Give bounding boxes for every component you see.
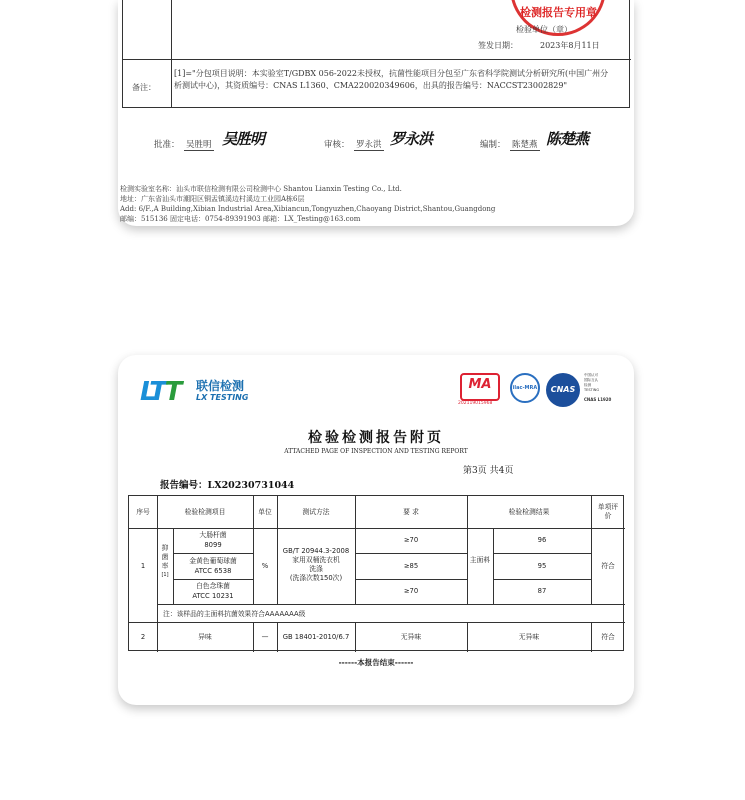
row1-group-ref: [1] <box>161 572 169 578</box>
row1-seq: 1 <box>140 562 146 570</box>
cnas-side-line: TESTING <box>584 388 600 392</box>
cnas-side-line: 检测 <box>584 383 591 387</box>
result-staph: 95 <box>537 562 547 570</box>
row2-item: 异味 <box>198 633 212 641</box>
table-divider <box>173 579 253 580</box>
ilac-mra-icon: ilac-MRA <box>510 373 540 403</box>
report-number <box>160 477 294 491</box>
row1-method-line: 家用双桶洗衣机 <box>292 556 340 564</box>
item-ecoli-name: 大肠杆菌 <box>199 531 227 539</box>
footer-contact: 邮编：515136 固定电话：0754-89391903 邮箱：LX_Testing@163.com <box>120 215 361 223</box>
row1-group: 抑菌率 <box>161 544 169 570</box>
logo-name-en: LX TESTING <box>196 393 249 402</box>
req-ecoli: ≥70 <box>403 536 419 544</box>
table-divider <box>171 0 172 108</box>
cnas-side-line: 中国认可 <box>584 373 598 377</box>
header-result: 检验检测结果 <box>508 508 550 516</box>
table-divider <box>355 579 467 580</box>
report-number-value: LX20230731044 <box>207 480 295 491</box>
table-divider <box>493 579 591 580</box>
header-requirement: 要 求 <box>403 508 419 516</box>
footer-lab-name: 检测实验室名称：汕头市联信检测有限公司检测中心 Shantou Lianxin Testing Co., Ltd. <box>120 185 402 193</box>
seal-text: 检测报告专用章 <box>520 6 597 19</box>
report-number-label: 报告编号： <box>160 480 208 491</box>
approver-name: 吴胜明 <box>186 140 212 150</box>
editor-signature: 陈楚燕 <box>546 130 589 148</box>
result-ecoli: 96 <box>537 536 547 544</box>
remarks-text: [1]="分包项目说明：本实验室T/GDBX 056-2022未授权，抗菌性能项目分包至广东省科学院测试分析研究所(中国广州分析测试中心)，其资质编号：CNAS L1360、CMA220020349606，出具的报告编号：NACCST23002829" <box>174 69 609 90</box>
item-ecoli-code: 8099 <box>204 541 222 549</box>
req-candida: ≥70 <box>403 587 419 595</box>
cnas-number: CNAS L1920 <box>584 397 612 402</box>
page-number: 第3页 共4页 <box>463 466 514 476</box>
item-candida-code: ATCC 10231 <box>192 592 234 600</box>
logo-name-cn: 联信检测 <box>196 379 245 393</box>
item-staph-code: ATCC 6538 <box>194 567 232 575</box>
row2-requirement: 无异味 <box>400 633 422 641</box>
report-page-attached <box>118 355 634 705</box>
logo-mark-b: T <box>164 377 180 407</box>
row1-method-line: 洗涤 <box>309 565 323 573</box>
table-divider <box>157 604 625 605</box>
reviewer-name: 罗永洪 <box>356 140 382 150</box>
results-table <box>128 495 624 651</box>
item-candida-name: 白色念珠菌 <box>196 582 230 590</box>
row1-method-line: (洗涤次数150次) <box>289 574 343 582</box>
header-item: 检验检测项目 <box>184 508 226 516</box>
header-seq: 序号 <box>136 508 150 516</box>
table-divider <box>173 553 253 554</box>
editor-label: 编制： <box>480 140 506 150</box>
footer-address-en: Add: 6/F.,A Building,Xibian Industrial Area,Xibiancun,Tongyuzhen,Chaoyang District,Shantou,Guangdong <box>120 205 496 213</box>
row2-unit: — <box>261 633 269 641</box>
page-title: 检验检测报告附页 <box>308 430 444 446</box>
item-staph-name: 金黄色葡萄球菌 <box>189 557 237 565</box>
row2-verdict: 符合 <box>601 633 615 641</box>
row2-method: GB 18401-2010/6.7 <box>282 633 350 641</box>
cnas-side-text <box>584 373 599 393</box>
table-divider <box>591 496 592 604</box>
approver-label: 批准： <box>154 140 180 150</box>
header-verdict: 单项评价 <box>597 503 619 520</box>
row1-method-line: GB/T 20944.3-2008 <box>282 547 350 555</box>
row2-result: 无异味 <box>518 633 540 641</box>
footer-address-cn: 地址：广东省汕头市潮阳区铜盂镇溪边村溪边工业园A栋6层 <box>120 195 305 203</box>
issue-date-label: 签发日期： <box>478 41 518 50</box>
remarks-label: 备注： <box>132 83 156 92</box>
report-page-top <box>118 0 634 226</box>
row1-unit: % <box>261 562 269 570</box>
row1-verdict: 符合 <box>601 562 615 570</box>
table-divider <box>129 528 625 529</box>
table-divider <box>493 553 591 554</box>
stamp-unit-label: 检验单位（章） <box>516 25 572 34</box>
reviewer-signature: 罗永洪 <box>390 130 433 148</box>
cma-cert-icon: MA <box>460 373 500 401</box>
header-unit: 单位 <box>258 508 272 516</box>
editor-name: 陈楚燕 <box>512 140 538 150</box>
lx-logo-icon <box>140 377 179 407</box>
page-subtitle: ATTACHED PAGE OF INSPECTION AND TESTING REPORT <box>284 448 468 455</box>
row1-material: 主面料 <box>469 556 491 564</box>
table-divider <box>129 622 625 623</box>
req-staph: ≥85 <box>403 562 419 570</box>
logo-mark-a: LT <box>140 377 165 407</box>
cnas-cert-icon: CNAS <box>546 373 580 407</box>
cma-number: 202119015968 <box>458 401 493 406</box>
reviewer-label: 审核： <box>324 140 350 150</box>
report-end-marker: ------本报告结束------ <box>338 658 414 667</box>
approver-signature: 吴胜明 <box>222 130 265 148</box>
cnas-side-line: 国际互认 <box>584 378 598 382</box>
header-method: 测试方法 <box>302 508 330 516</box>
row2-seq: 2 <box>140 633 146 641</box>
issue-date: 2023年8月11日 <box>540 41 600 50</box>
table-divider <box>123 59 631 60</box>
result-candida: 87 <box>537 587 547 595</box>
table-divider <box>355 553 467 554</box>
row1-note: 注：该样品的主面料抗菌效果符合AAAAAAA级 <box>163 610 306 618</box>
